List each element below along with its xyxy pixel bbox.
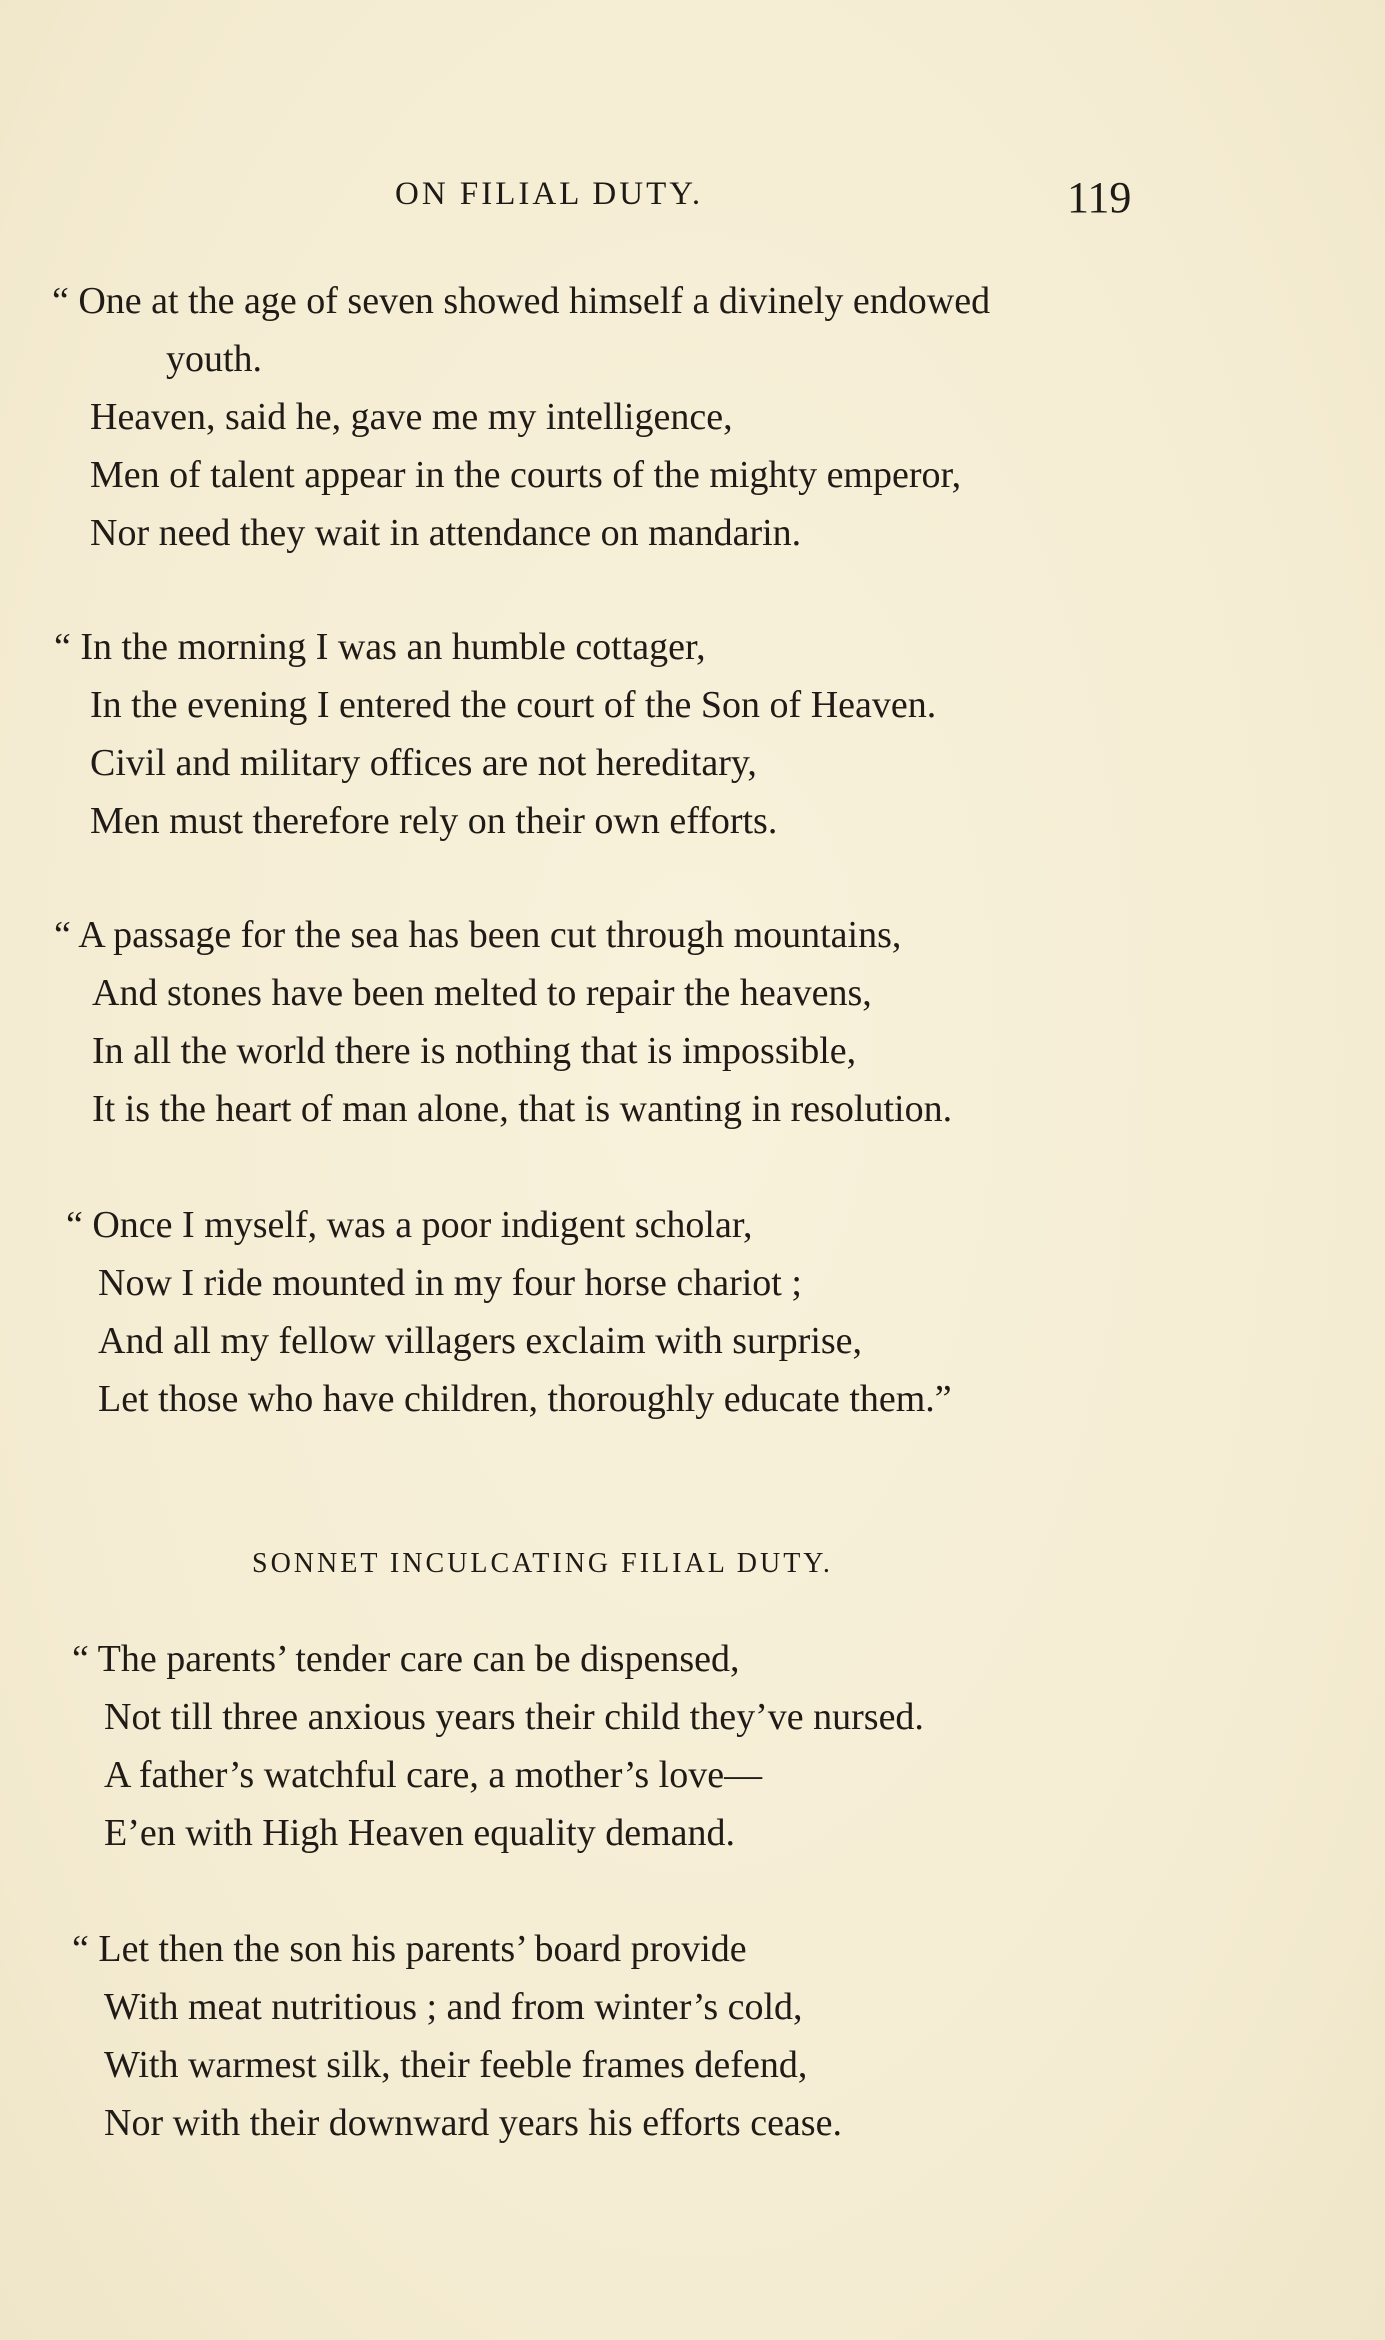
sonnet-line: E’en with High Heaven equality demand. xyxy=(104,1812,736,1854)
poem-line: youth. xyxy=(166,338,263,380)
poem-line: And stones have been melted to repair the heavens, xyxy=(92,972,872,1014)
sonnet-line: With warmest silk, their feeble frames defend, xyxy=(104,2044,808,2086)
sonnet-line: A father’s watchful care, a mother’s love— xyxy=(104,1754,763,1796)
poem-line: In the evening I entered the court of the Son of Heaven. xyxy=(90,684,937,726)
poem-line: It is the heart of man alone, that is wanting in resolution. xyxy=(92,1088,953,1130)
poem-line: “ In the morning I was an humble cottager, xyxy=(54,626,706,668)
poem-line: “ One at the age of seven showed himself a divinely endowed xyxy=(52,280,991,322)
poem-line: Men must therefore rely on their own efforts. xyxy=(90,800,778,842)
sonnet-line: “ Let then the son his parents’ board provide xyxy=(72,1928,747,1970)
poem-line: Let those who have children, thoroughly educate them.” xyxy=(98,1378,952,1420)
poem-line: Nor need they wait in attendance on mandarin. xyxy=(90,512,802,554)
sonnet-line: “ The parents’ tender care can be dispensed, xyxy=(72,1638,740,1680)
sonnet-line: Not till three anxious years their child they’ve nursed. xyxy=(104,1696,924,1738)
poem-line: Heaven, said he, gave me my intelligence, xyxy=(90,396,733,438)
poem-line: “ Once I myself, was a poor indigent scholar, xyxy=(66,1204,753,1246)
sonnet-line: Nor with their downward years his efforts cease. xyxy=(104,2102,842,2144)
poem-line: Civil and military offices are not hereditary, xyxy=(90,742,757,784)
poem-line: In all the world there is nothing that is impossible, xyxy=(92,1030,857,1072)
poem-line: Men of talent appear in the courts of the mighty emperor, xyxy=(90,454,962,496)
section-title: SONNET INCULCATING FILIAL DUTY. xyxy=(252,1548,833,1579)
running-head: ON FILIAL DUTY. xyxy=(395,176,704,212)
poem-line: “ A passage for the sea has been cut through mountains, xyxy=(54,914,902,956)
page-number: 119 xyxy=(1067,173,1132,222)
poem-line: And all my fellow villagers exclaim with surprise, xyxy=(98,1320,863,1362)
sonnet-line: With meat nutritious ; and from winter’s cold, xyxy=(104,1986,803,2028)
poem-line: Now I ride mounted in my four horse chariot ; xyxy=(98,1262,802,1304)
